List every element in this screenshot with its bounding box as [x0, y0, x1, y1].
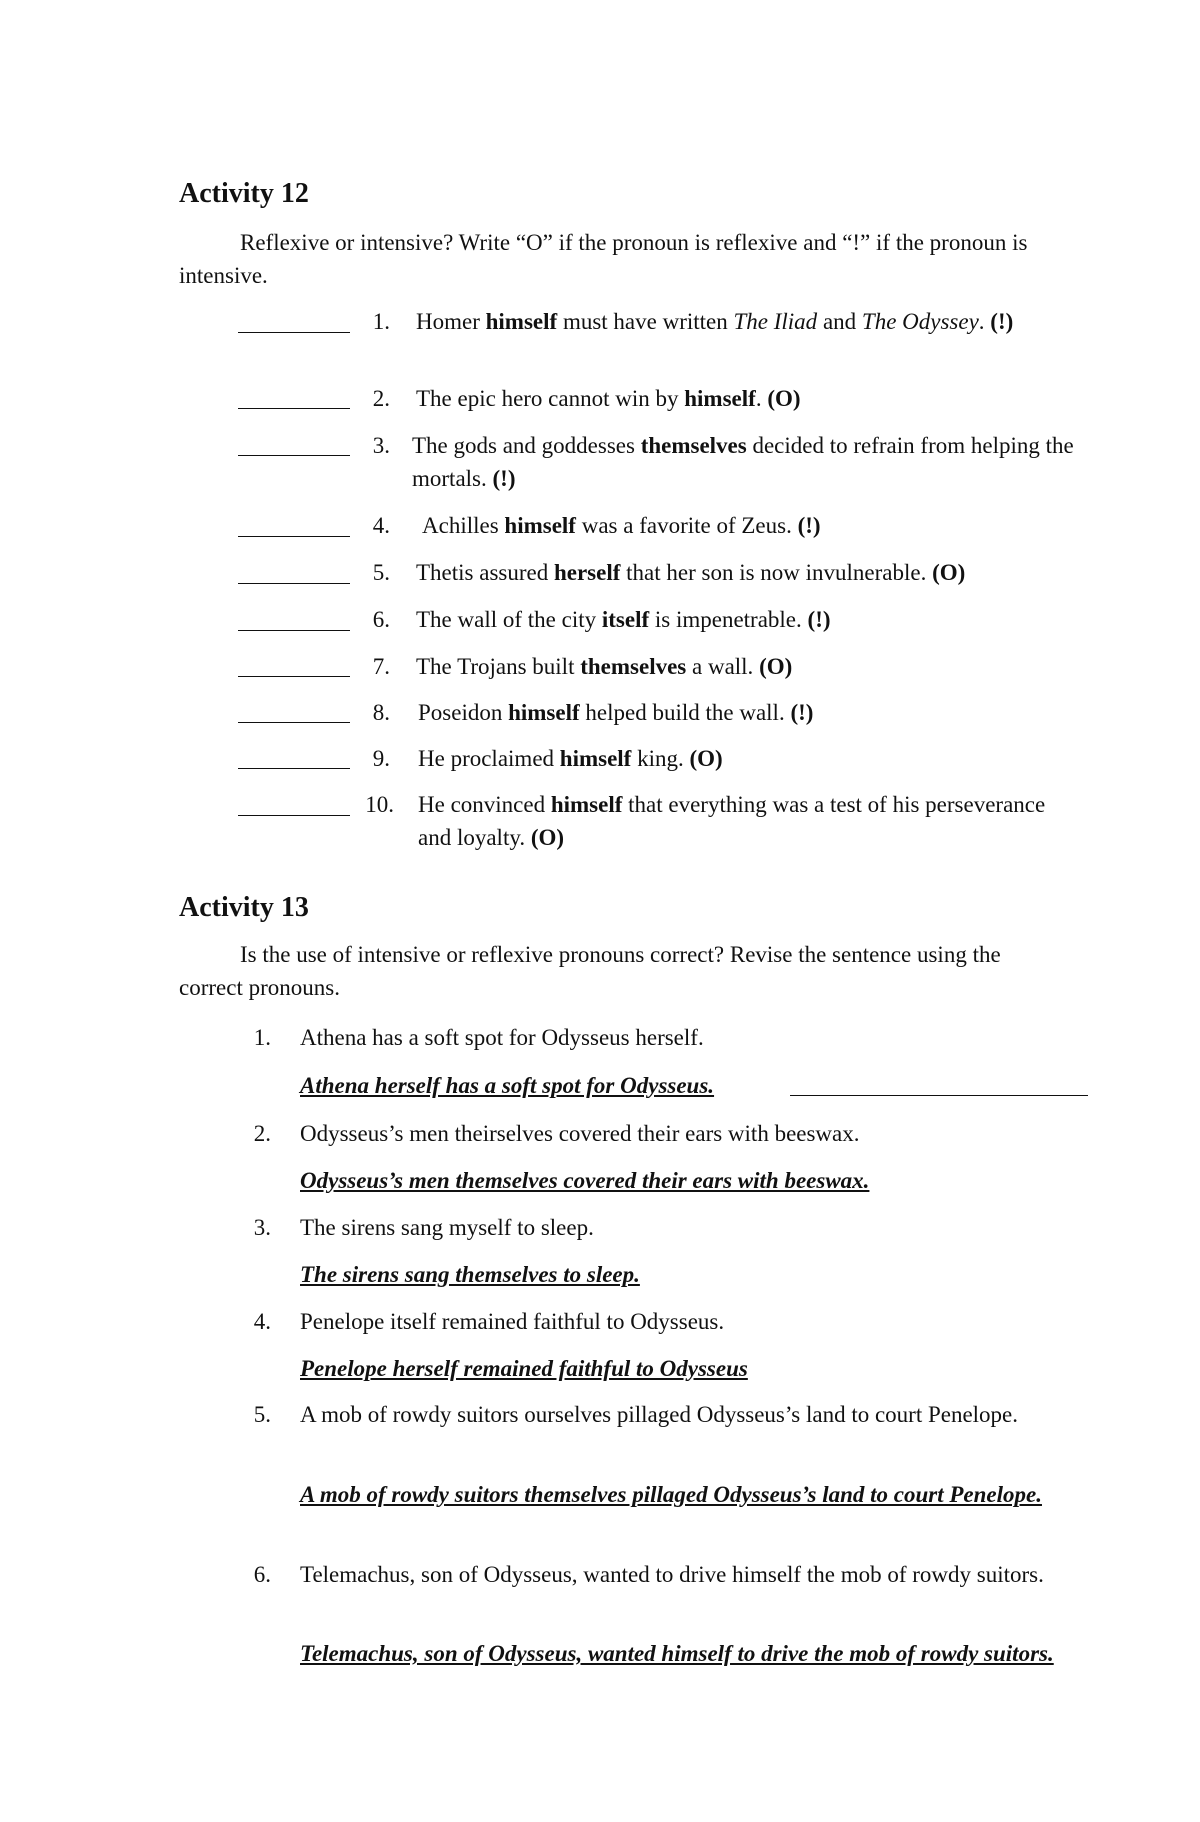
item-number: 6. [253, 1562, 271, 1587]
item-text-4: Achilles himself was a favorite of Zeus. (!) [422, 513, 821, 538]
item-text-1: Homer himself must have written The Iliad and The Odyssey. (!) [416, 309, 1014, 334]
activity-13-instruction: Is the use of intensive or reflexive pronouns correct? Revise the sentence using the correct pronouns. [179, 942, 1001, 1000]
answer-key: (O) [767, 386, 801, 411]
activity-13-title: Activity 13 [179, 892, 309, 923]
original-sentence-3: The sirens sang myself to sleep. [300, 1215, 594, 1240]
item-number: 3. [253, 1215, 271, 1240]
item-number: 9. [372, 746, 390, 771]
item-number: 2. [253, 1121, 271, 1146]
original-sentence-1: Athena has a soft spot for Odysseus herself. [300, 1025, 704, 1050]
revised-sentence-5: A mob of rowdy suitors themselves pillaged Odysseus’s land to court Penelope. [300, 1482, 1042, 1507]
item-number: 6. [372, 607, 390, 632]
answer-key: (!) [797, 513, 821, 538]
original-sentence-2: Odysseus’s men theirselves covered their ears with beeswax. [300, 1121, 860, 1146]
original-sentence-4: Penelope itself remained faithful to Odysseus. [300, 1309, 725, 1334]
item-text-9: He proclaimed himself king. (O) [418, 746, 723, 771]
activity-12-instruction: Reflexive or intensive? Write “O” if the pronoun is reflexive and “!” if the pronoun is intensive. [179, 230, 1028, 288]
item-text-5: Thetis assured herself that her son is now invulnerable. (O) [416, 560, 966, 585]
item-number: 1. [372, 309, 390, 334]
original-sentence-5: A mob of rowdy suitors ourselves pillaged Odysseus’s land to court Penelope. [300, 1402, 1019, 1427]
item-number: 4. [372, 513, 390, 538]
item-text-10: He convinced himself that everything was a test of his perseverance and loyalty. (O) [418, 792, 1046, 850]
answer-underline [790, 1095, 1088, 1096]
item-number: 1. [253, 1025, 271, 1050]
answer-key: (!) [807, 607, 831, 632]
item-text-6: The wall of the city itself is impenetrable. (!) [416, 607, 831, 632]
answer-key: (O) [932, 560, 966, 585]
item-number: 8. [372, 700, 390, 725]
activity-12-title: Activity 12 [179, 178, 309, 209]
answer-key: (O) [689, 746, 723, 771]
original-sentence-6: Telemachus, son of Odysseus, wanted to drive himself the mob of rowdy suitors. [300, 1562, 1044, 1587]
item-text-3: The gods and goddesses themselves decided to refrain from helping the mortals. (!) [412, 433, 1074, 491]
item-text-2: The epic hero cannot win by himself. (O) [416, 386, 801, 411]
item-number: 3. [372, 433, 390, 458]
answer-key: (O) [759, 654, 793, 679]
revised-sentence-1: Athena herself has a soft spot for Odysseus. [300, 1073, 715, 1098]
answer-key: (O) [530, 825, 565, 850]
revised-sentence-4: Penelope herself remained faithful to Odysseus [300, 1356, 748, 1381]
item-number: 4. [253, 1309, 271, 1334]
item-number: 10. [365, 792, 394, 817]
item-text-7: The Trojans built themselves a wall. (O) [416, 654, 793, 679]
revised-sentence-3: The sirens sang themselves to sleep. [300, 1262, 640, 1287]
item-number: 5. [253, 1402, 271, 1427]
revised-sentence-2: Odysseus’s men themselves covered their ears with beeswax. [300, 1168, 870, 1193]
revised-sentence-6: Telemachus, son of Odysseus, wanted himself to drive the mob of rowdy suitors. [300, 1641, 1054, 1666]
answer-key: (!) [990, 309, 1014, 334]
item-number: 5. [372, 560, 390, 585]
item-number: 7. [372, 654, 390, 679]
item-text-8: Poseidon himself helped build the wall. (!) [418, 700, 814, 725]
item-number: 2. [372, 386, 390, 411]
answer-key: (!) [492, 466, 516, 491]
answer-key: (!) [790, 700, 814, 725]
